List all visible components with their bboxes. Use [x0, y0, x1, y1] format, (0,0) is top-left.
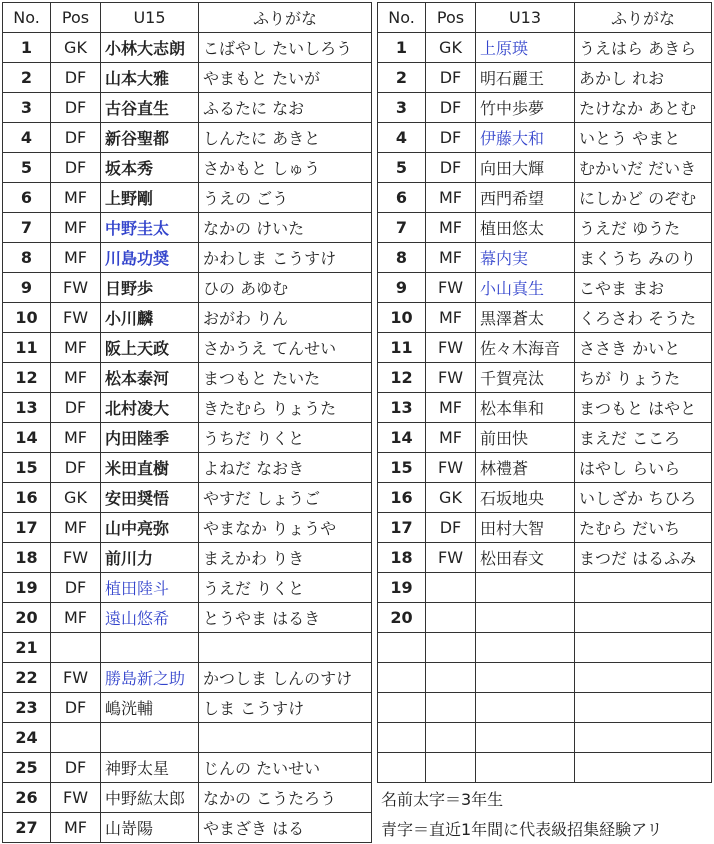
player-name: 前田快 — [476, 423, 575, 453]
table-row — [3, 813, 372, 843]
player-furigana: やまもと たいが — [199, 63, 372, 93]
u13-header-pos: Pos — [426, 3, 476, 33]
player-furigana — [199, 633, 372, 663]
table-row — [378, 303, 712, 333]
player-number: 19 — [3, 573, 51, 603]
player-furigana: なかの けいた — [199, 213, 372, 243]
player-name: 安田奨悟 — [101, 483, 199, 513]
table-row — [378, 273, 712, 303]
player-furigana: まつもと たいた — [199, 363, 372, 393]
player-name: 植田悠太 — [476, 213, 575, 243]
player-position: GK — [51, 483, 101, 513]
player-furigana: かつしま しんのすけ — [199, 663, 372, 693]
player-position: FW — [51, 273, 101, 303]
player-number: 4 — [3, 123, 51, 153]
player-position — [426, 663, 476, 693]
u15-header-row — [3, 3, 372, 33]
table-row — [378, 453, 712, 483]
table-row — [3, 303, 372, 333]
table-row — [3, 333, 372, 363]
player-number: 22 — [3, 663, 51, 693]
player-name: 米田直樹 — [101, 453, 199, 483]
player-number: 12 — [3, 363, 51, 393]
table-row — [3, 483, 372, 513]
player-name: 田村大智 — [476, 513, 575, 543]
player-furigana — [575, 753, 712, 783]
player-furigana: まえかわ りき — [199, 543, 372, 573]
player-furigana — [575, 663, 712, 693]
player-position: FW — [51, 543, 101, 573]
player-name: 上野剛 — [101, 183, 199, 213]
table-row — [378, 723, 712, 753]
u15-roster-table — [2, 2, 372, 843]
player-name: 明石麗王 — [476, 63, 575, 93]
player-name: 前川力 — [101, 543, 199, 573]
player-number: 11 — [378, 333, 426, 363]
player-number: 27 — [3, 813, 51, 843]
table-row — [378, 513, 712, 543]
player-position: DF — [51, 693, 101, 723]
player-position: DF — [51, 123, 101, 153]
player-name: 向田大輝 — [476, 153, 575, 183]
player-name: 林禮蒼 — [476, 453, 575, 483]
u13-roster-body — [378, 33, 712, 783]
player-furigana: うえの ごう — [199, 183, 372, 213]
player-number: 5 — [378, 153, 426, 183]
player-position: MF — [51, 243, 101, 273]
player-furigana: さかもと しゅう — [199, 153, 372, 183]
table-row — [3, 393, 372, 423]
player-position: DF — [426, 63, 476, 93]
player-position: DF — [426, 153, 476, 183]
player-name: 阪上天政 — [101, 333, 199, 363]
player-number — [378, 723, 426, 753]
player-name: 嶋洸輔 — [101, 693, 199, 723]
table-row — [3, 123, 372, 153]
player-furigana: むかいだ だいき — [575, 153, 712, 183]
player-position: MF — [51, 603, 101, 633]
player-name: 日野歩 — [101, 273, 199, 303]
player-number: 17 — [378, 513, 426, 543]
player-number — [378, 693, 426, 723]
player-position: MF — [51, 183, 101, 213]
table-row — [378, 243, 712, 273]
player-name: 山嵜陽 — [101, 813, 199, 843]
player-name — [101, 723, 199, 753]
player-number: 10 — [378, 303, 426, 333]
player-furigana: やまざき はる — [199, 813, 372, 843]
table-row — [378, 393, 712, 423]
table-row — [378, 573, 712, 603]
player-furigana: まつだ はるふみ — [575, 543, 712, 573]
player-position: DF — [51, 453, 101, 483]
player-furigana — [575, 573, 712, 603]
legend-bold-note: 名前太字＝3年生 — [381, 790, 504, 809]
player-position: DF — [51, 153, 101, 183]
player-position: MF — [51, 513, 101, 543]
player-name: 勝島新之助 — [101, 663, 199, 693]
u15-header-no: No. — [3, 3, 51, 33]
player-position: GK — [51, 33, 101, 63]
player-furigana — [575, 603, 712, 633]
player-name: 上原瑛 — [476, 33, 575, 63]
player-number: 14 — [378, 423, 426, 453]
u13-header-row — [378, 3, 712, 33]
table-row — [3, 243, 372, 273]
player-number: 14 — [3, 423, 51, 453]
table-row — [378, 213, 712, 243]
table-row — [3, 213, 372, 243]
player-name: 新谷聖都 — [101, 123, 199, 153]
player-number: 7 — [3, 213, 51, 243]
player-name: 佐々木海音 — [476, 333, 575, 363]
player-furigana: まくうち みのり — [575, 243, 712, 273]
table-row — [378, 33, 712, 63]
player-number: 9 — [3, 273, 51, 303]
player-furigana: あかし れお — [575, 63, 712, 93]
table-row — [3, 453, 372, 483]
player-number: 8 — [378, 243, 426, 273]
u13-header-no: No. — [378, 3, 426, 33]
table-row — [3, 783, 372, 813]
u13-header-name: U13 — [476, 3, 575, 33]
table-row — [3, 693, 372, 723]
player-position: MF — [51, 813, 101, 843]
player-furigana: きたむら りょうた — [199, 393, 372, 423]
player-furigana: うえはら あきら — [575, 33, 712, 63]
player-furigana: いとう やまと — [575, 123, 712, 153]
player-number: 23 — [3, 693, 51, 723]
table-row — [3, 573, 372, 603]
player-name — [476, 753, 575, 783]
table-row — [3, 33, 372, 63]
player-furigana: やまなか りょうや — [199, 513, 372, 543]
player-furigana: ささき かいと — [575, 333, 712, 363]
player-name: 竹中歩夢 — [476, 93, 575, 123]
player-furigana: うちだ りくと — [199, 423, 372, 453]
player-furigana: うえだ りくと — [199, 573, 372, 603]
player-position: MF — [426, 423, 476, 453]
player-position: FW — [51, 303, 101, 333]
player-furigana: まえだ こころ — [575, 423, 712, 453]
player-furigana: いしざか ちひろ — [575, 483, 712, 513]
player-name: 山本大雅 — [101, 63, 199, 93]
player-name: 坂本秀 — [101, 153, 199, 183]
player-position: MF — [51, 213, 101, 243]
player-number: 26 — [3, 783, 51, 813]
table-row — [378, 183, 712, 213]
player-furigana: ひの あゆむ — [199, 273, 372, 303]
player-number: 7 — [378, 213, 426, 243]
player-furigana: おがわ りん — [199, 303, 372, 333]
player-position — [426, 693, 476, 723]
table-row — [378, 603, 712, 633]
table-row — [378, 693, 712, 723]
player-number: 20 — [3, 603, 51, 633]
table-row — [3, 273, 372, 303]
table-row — [378, 93, 712, 123]
player-position: DF — [426, 513, 476, 543]
player-name: 内田陸季 — [101, 423, 199, 453]
player-name: 松本隼和 — [476, 393, 575, 423]
player-furigana — [575, 723, 712, 753]
player-position: GK — [426, 483, 476, 513]
player-position: MF — [426, 183, 476, 213]
player-position — [426, 753, 476, 783]
player-name: 小山真生 — [476, 273, 575, 303]
player-position: MF — [426, 213, 476, 243]
player-furigana: やすだ しょうご — [199, 483, 372, 513]
player-name: 中野圭太 — [101, 213, 199, 243]
table-row — [378, 663, 712, 693]
table-row — [378, 153, 712, 183]
player-position: FW — [51, 783, 101, 813]
player-furigana: こやま まお — [575, 273, 712, 303]
table-row — [3, 723, 372, 753]
player-number: 16 — [3, 483, 51, 513]
player-name: 伊藤大和 — [476, 123, 575, 153]
player-position: FW — [426, 363, 476, 393]
table-row — [3, 663, 372, 693]
table-row — [3, 633, 372, 663]
player-number — [378, 633, 426, 663]
player-position — [51, 723, 101, 753]
u13-roster-table — [377, 2, 712, 783]
player-name: 山中亮弥 — [101, 513, 199, 543]
player-number: 24 — [3, 723, 51, 753]
player-name: 幕内実 — [476, 243, 575, 273]
player-name — [476, 723, 575, 753]
player-name: 松本泰河 — [101, 363, 199, 393]
player-number: 15 — [378, 453, 426, 483]
table-row — [378, 483, 712, 513]
player-number: 2 — [3, 63, 51, 93]
table-row — [3, 543, 372, 573]
player-number: 25 — [3, 753, 51, 783]
player-name: 黒澤蒼太 — [476, 303, 575, 333]
player-furigana: しんたに あきと — [199, 123, 372, 153]
player-position: MF — [426, 243, 476, 273]
player-number: 18 — [378, 543, 426, 573]
player-position: FW — [426, 453, 476, 483]
player-furigana: はやし らいら — [575, 453, 712, 483]
player-number: 20 — [378, 603, 426, 633]
player-position — [426, 633, 476, 663]
player-furigana: うえだ ゆうた — [575, 213, 712, 243]
player-furigana: しま こうすけ — [199, 693, 372, 723]
player-furigana: ふるたに なお — [199, 93, 372, 123]
table-row — [3, 93, 372, 123]
u15-header-furigana: ふりがな — [199, 3, 372, 33]
player-furigana: じんの たいせい — [199, 753, 372, 783]
player-position — [426, 723, 476, 753]
player-furigana: まつもと はやと — [575, 393, 712, 423]
player-position: DF — [51, 63, 101, 93]
player-name: 小林大志朗 — [101, 33, 199, 63]
player-number: 21 — [3, 633, 51, 663]
player-furigana — [575, 693, 712, 723]
table-row — [378, 63, 712, 93]
player-name — [476, 603, 575, 633]
player-position — [51, 633, 101, 663]
player-name: 植田陸斗 — [101, 573, 199, 603]
table-row — [3, 513, 372, 543]
player-number: 19 — [378, 573, 426, 603]
player-number: 1 — [378, 33, 426, 63]
player-number: 8 — [3, 243, 51, 273]
player-name: 石坂地央 — [476, 483, 575, 513]
player-number: 13 — [3, 393, 51, 423]
player-name: 千賀亮汰 — [476, 363, 575, 393]
player-furigana: にしかど のぞむ — [575, 183, 712, 213]
player-number: 6 — [378, 183, 426, 213]
player-furigana: こばやし たいしろう — [199, 33, 372, 63]
player-number: 10 — [3, 303, 51, 333]
player-furigana — [575, 633, 712, 663]
player-position: DF — [51, 753, 101, 783]
player-name — [476, 663, 575, 693]
table-row — [3, 603, 372, 633]
table-row — [378, 333, 712, 363]
table-row — [378, 543, 712, 573]
legend-blue-note: 青字＝直近1年間に代表級招集経験アリ — [381, 820, 663, 839]
table-row — [378, 423, 712, 453]
player-name — [476, 633, 575, 663]
u15-header-pos: Pos — [51, 3, 101, 33]
u15-header-name: U15 — [101, 3, 199, 33]
player-number: 9 — [378, 273, 426, 303]
player-number: 5 — [3, 153, 51, 183]
player-position: DF — [51, 93, 101, 123]
table-row — [3, 753, 372, 783]
player-number — [378, 663, 426, 693]
player-position: FW — [426, 333, 476, 363]
player-name: 遠山悠希 — [101, 603, 199, 633]
player-position: MF — [51, 423, 101, 453]
player-position: FW — [426, 273, 476, 303]
player-number: 3 — [378, 93, 426, 123]
table-row — [378, 633, 712, 663]
player-name — [476, 573, 575, 603]
player-name: 古谷直生 — [101, 93, 199, 123]
player-number: 3 — [3, 93, 51, 123]
player-furigana: たむら だいち — [575, 513, 712, 543]
player-number: 16 — [378, 483, 426, 513]
table-row — [378, 753, 712, 783]
player-name: 川島功奨 — [101, 243, 199, 273]
player-position: MF — [51, 333, 101, 363]
table-row — [3, 363, 372, 393]
player-name: 中野紘太郎 — [101, 783, 199, 813]
player-number: 2 — [378, 63, 426, 93]
player-number: 4 — [378, 123, 426, 153]
player-number: 6 — [3, 183, 51, 213]
table-row — [378, 123, 712, 153]
player-position — [426, 603, 476, 633]
player-number: 13 — [378, 393, 426, 423]
player-furigana: かわしま こうすけ — [199, 243, 372, 273]
player-position: DF — [426, 93, 476, 123]
table-row — [3, 63, 372, 93]
player-position: FW — [51, 663, 101, 693]
player-position: FW — [426, 543, 476, 573]
player-number — [378, 753, 426, 783]
player-furigana: たけなか あとむ — [575, 93, 712, 123]
player-name: 神野太星 — [101, 753, 199, 783]
table-row — [378, 363, 712, 393]
player-name — [476, 693, 575, 723]
player-position: DF — [51, 573, 101, 603]
player-number: 15 — [3, 453, 51, 483]
player-number: 12 — [378, 363, 426, 393]
player-name: 西門希望 — [476, 183, 575, 213]
player-furigana — [199, 723, 372, 753]
player-furigana: とうやま はるき — [199, 603, 372, 633]
table-row — [3, 423, 372, 453]
player-furigana: くろさわ そうた — [575, 303, 712, 333]
player-number: 18 — [3, 543, 51, 573]
player-furigana: なかの こうたろう — [199, 783, 372, 813]
player-furigana: ちが りょうた — [575, 363, 712, 393]
player-name: 北村凌大 — [101, 393, 199, 423]
player-name — [101, 633, 199, 663]
player-name: 松田春文 — [476, 543, 575, 573]
player-number: 11 — [3, 333, 51, 363]
player-position — [426, 573, 476, 603]
player-position: MF — [426, 393, 476, 423]
player-furigana: よねだ なおき — [199, 453, 372, 483]
u15-roster-body — [3, 33, 372, 843]
player-furigana: さかうえ てんせい — [199, 333, 372, 363]
player-position: DF — [51, 393, 101, 423]
player-position: MF — [51, 363, 101, 393]
player-position: DF — [426, 123, 476, 153]
table-row — [3, 183, 372, 213]
player-number: 17 — [3, 513, 51, 543]
player-position: MF — [426, 303, 476, 333]
player-name: 小川麟 — [101, 303, 199, 333]
player-position: GK — [426, 33, 476, 63]
table-row — [3, 153, 372, 183]
u13-header-furigana: ふりがな — [575, 3, 712, 33]
player-number: 1 — [3, 33, 51, 63]
